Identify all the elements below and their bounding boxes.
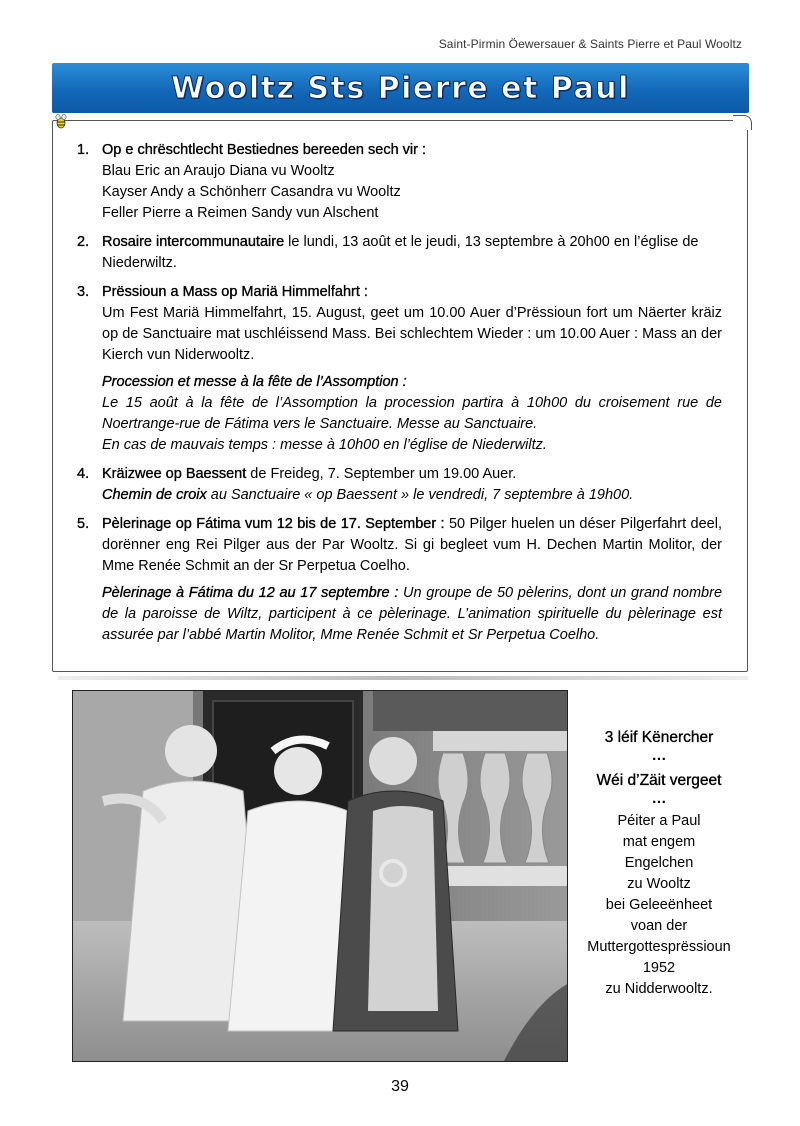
- item-fr-heading: Procession et messe à la fête de l’Assomption :: [102, 374, 407, 390]
- item-fr-text: Le 15 août à la fête de l’Assomption la procession partira à 10h00 du croisement rue de Noertrange-rue de Fátima vers le Sanctuaire. Messe au Sanctuaire.: [102, 395, 722, 432]
- item-fr-text: Un groupe de 50 pèlerins, dont un grand nombre de la paroisse de Wiltz, participent à ce pèlerinage. L’animation spirituelle du pèlerinage est assurée par l’abbé Martin Molitor, Mme Renée Schmit et Sr Perpetua Coelho.: [102, 585, 723, 643]
- item-line: Kayser Andy a Schönherr Casandra vu Wooltz: [102, 184, 401, 200]
- item-heading: Pèlerinage op Fátima vum 12 bis de 17. September :: [102, 516, 445, 532]
- children-procession-photo: [73, 691, 568, 1062]
- caption-line: bei Geleeënheet: [605, 897, 713, 913]
- item-number: 2.: [77, 234, 90, 250]
- caption-ellipsis: …: [651, 790, 667, 807]
- item-line: Feller Pierre a Reimen Sandy vun Alschent: [102, 205, 379, 221]
- item-heading: Op e chrëschtlecht Bestiednes bereeden sech vir :: [102, 142, 427, 158]
- running-header: Saint-Pirmin Öewersauer & Saints Pierre et Paul Wooltz: [438, 37, 742, 51]
- title-banner: [52, 63, 749, 113]
- item-text: 50 Pilger huelen un déser Pilgerfahrt deel, dorënner eng Rei Pilger aus der Par Wooltz. Si gi begleet vum H. Dechen Martin Molitor, der Mme Renée Schmit an der Sr Perpetua Coelho.: [102, 516, 722, 574]
- box-shadow: [58, 676, 748, 680]
- item-number: 5.: [77, 516, 90, 532]
- item-line: Blau Eric an Araujo Diana vu Wooltz: [102, 163, 335, 179]
- historic-photo: [72, 690, 568, 1062]
- item-fr-heading: Chemin de croix: [102, 487, 207, 503]
- caption-line: Péiter a Paul: [617, 813, 701, 829]
- caption-line: Engelchen: [624, 855, 694, 871]
- item-heading: Prëssioun a Mass op Mariä Himmelfahrt :: [102, 284, 368, 300]
- item-text: le lundi, 13 août et le jeudi, 13 septembre à 20h00 en l’église de Niederwiltz.: [102, 234, 699, 271]
- caption-line: zu Wooltz: [627, 876, 691, 892]
- caption-line: mat engem: [622, 834, 696, 850]
- list-item: [77, 282, 722, 456]
- page-number: 39: [391, 1078, 409, 1095]
- item-text: Um Fest Mariä Himmelfahrt, 15. August, geet um 10.00 Auer d’Prëssioun fort um Näerter kräiz op de Sanctuaire mat uschléissend Mass. Bei schlechtem Wieder : um 10.00 Auer : Mass an der Kierch vun Niderwooltz.: [102, 305, 722, 363]
- caption-ellipsis: …: [651, 747, 667, 764]
- item-number: 1.: [77, 142, 90, 158]
- caption-heading: Wéi d’Zäit vergeet: [596, 772, 722, 789]
- item-text: de Freideg, 7. September um 19.00 Auer.: [246, 466, 517, 482]
- list-item: [77, 464, 722, 506]
- item-fr-text: au Sanctuaire « op Baessent » le vendredi, 7 septembre à 19h00.: [206, 487, 634, 503]
- bee-icon: [55, 113, 67, 129]
- list-item: [77, 140, 722, 224]
- announcement-list: [77, 140, 722, 654]
- photo-caption: [578, 727, 740, 1000]
- item-heading: Rosaire intercommunautaire: [102, 234, 285, 250]
- list-item: [77, 232, 722, 274]
- caption-line: Muttergottesprëssioun: [587, 939, 731, 955]
- caption-line: 1952: [642, 960, 676, 976]
- item-fr-text: En cas de mauvais temps : messe à 10h00 en l’église de Niederwiltz.: [102, 437, 547, 453]
- caption-line: zu Nidderwooltz.: [605, 981, 713, 997]
- caption-heading: 3 léif Kënercher: [604, 729, 714, 746]
- item-number: 4.: [77, 466, 90, 482]
- item-heading: Kräizwee op Baessent: [102, 466, 247, 482]
- list-item: [77, 514, 722, 646]
- item-fr-heading: Pèlerinage à Fátima du 12 au 17 septembre :: [102, 585, 399, 601]
- item-number: 3.: [77, 284, 90, 300]
- page-curl-decoration: [733, 115, 752, 130]
- page-title: Wooltz Sts Pierre et Paul: [171, 70, 630, 106]
- caption-line: voan der: [630, 918, 688, 934]
